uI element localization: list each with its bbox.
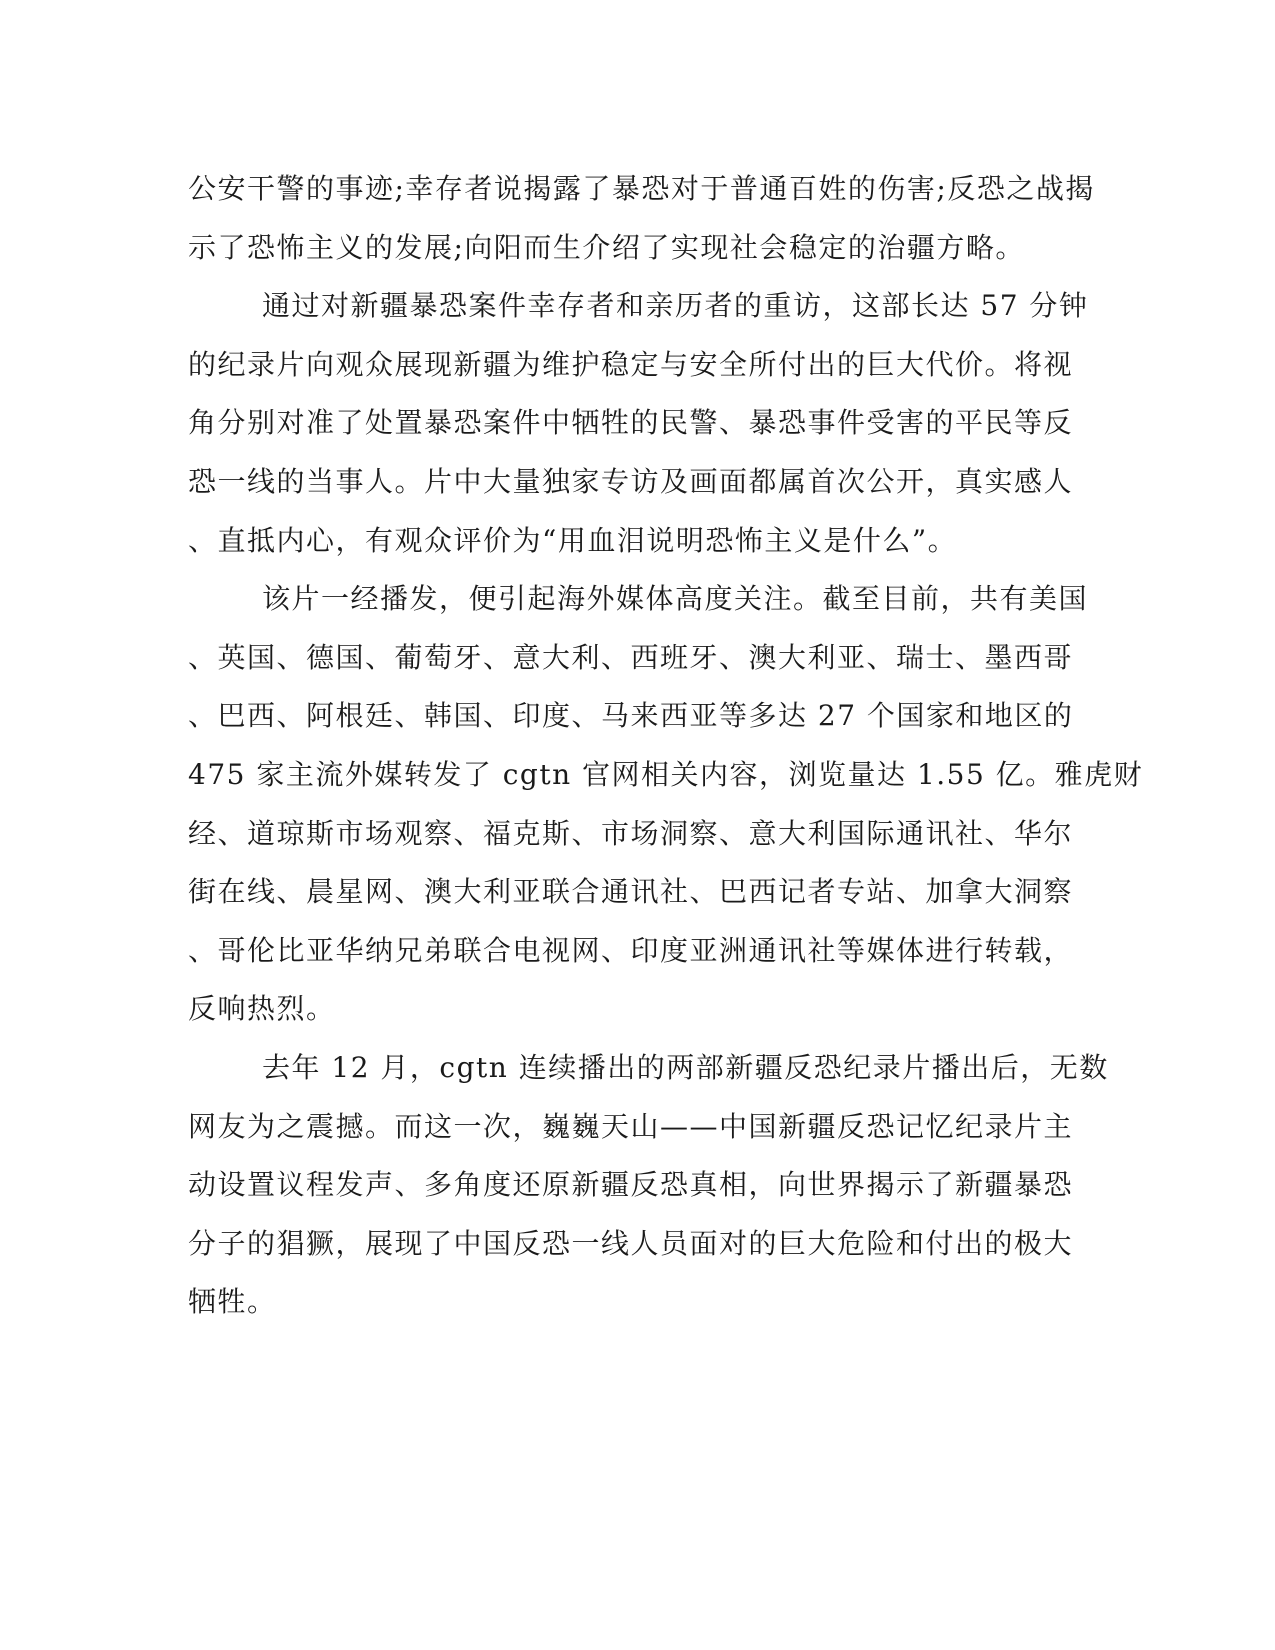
text-line: 、英国、德国、葡萄牙、意大利、西班牙、澳大利亚、瑞士、墨西哥 bbox=[188, 640, 1074, 674]
text-line: 恐一线的当事人。片中大量独家专访及画面都属首次公开，真实感人 bbox=[188, 464, 1074, 498]
text-line: 牺牲。 bbox=[188, 1285, 277, 1319]
paragraph-2 bbox=[188, 277, 1088, 570]
document-body bbox=[188, 160, 1144, 1332]
text-line: 去年 12 月，cgtn 连续播出的两部新疆反恐纪录片播出后，无数 bbox=[262, 1050, 1109, 1084]
text-line: 街在线、晨星网、澳大利亚联合通讯社、巴西记者专站、加拿大洞察 bbox=[188, 875, 1074, 909]
text-line: 475 家主流外媒转发了 cgtn 官网相关内容，浏览量达 1.55 亿。雅虎财 bbox=[188, 757, 1144, 791]
text-line: 动设置议程发声、多角度还原新疆反恐真相，向世界揭示了新疆暴恐 bbox=[188, 1168, 1074, 1202]
text-line: 示了恐怖主义的发展;向阳而生介绍了实现社会稳定的治疆方略。 bbox=[188, 230, 1025, 264]
paragraph-4 bbox=[188, 1039, 1109, 1332]
text-line: 经、道琼斯市场观察、福克斯、市场洞察、意大利国际通讯社、华尔 bbox=[188, 816, 1074, 850]
paragraph-3 bbox=[188, 570, 1144, 1039]
text-line: 的纪录片向观众展现新疆为维护稳定与安全所付出的巨大代价。将视 bbox=[188, 347, 1074, 381]
text-line: 、哥伦比亚华纳兄弟联合电视网、印度亚洲通讯社等媒体进行转载， bbox=[188, 933, 1074, 967]
text-line: 网友为之震撼。而这一次，巍巍天山——中国新疆反恐记忆纪录片主 bbox=[188, 1109, 1074, 1143]
text-line: 分子的猖獗，展现了中国反恐一线人员面对的巨大危险和付出的极大 bbox=[188, 1226, 1074, 1260]
text-line: 、巴西、阿根廷、韩国、印度、马来西亚等多达 27 个国家和地区的 bbox=[188, 699, 1074, 733]
paragraph-1 bbox=[188, 160, 1095, 277]
text-line: 反响热烈。 bbox=[188, 992, 336, 1026]
text-line: 、直抵内心，有观众评价为“用血泪说明恐怖主义是什么”。 bbox=[188, 523, 958, 557]
text-line: 公安干警的事迹;幸存者说揭露了暴恐对于普通百姓的伤害;反恐之战揭 bbox=[188, 172, 1095, 205]
text-line: 通过对新疆暴恐案件幸存者和亲历者的重访，这部长达 57 分钟 bbox=[262, 289, 1089, 323]
text-line: 角分别对准了处置暴恐案件中牺牲的民警、暴恐事件受害的平民等反 bbox=[188, 406, 1074, 440]
text-line: 该片一经播发，便引起海外媒体高度关注。截至目前，共有美国 bbox=[262, 582, 1089, 616]
